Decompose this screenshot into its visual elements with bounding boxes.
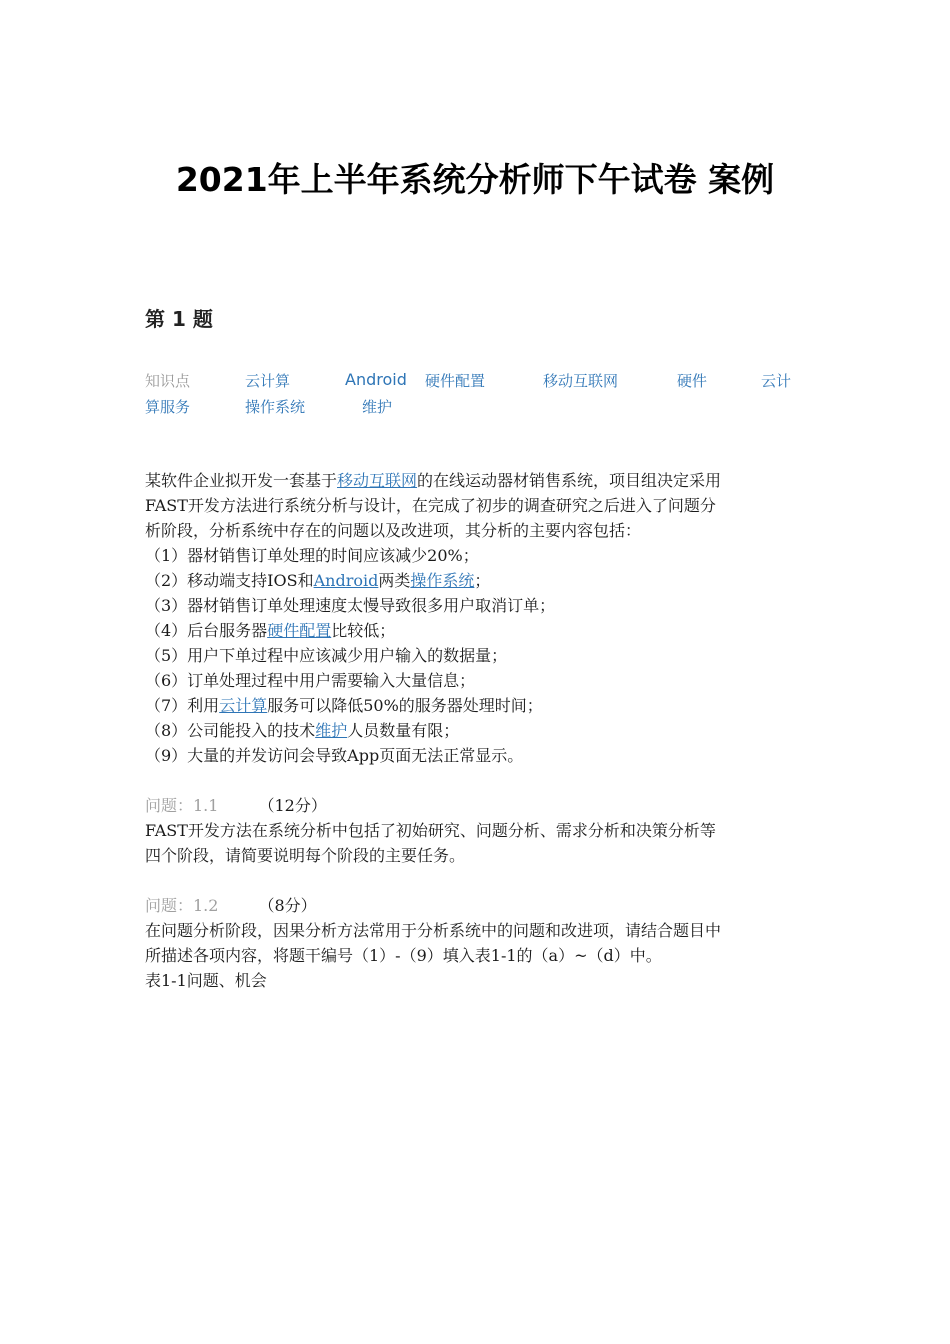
tag-android[interactable]: Android (345, 370, 407, 389)
link-android[interactable]: Android (313, 571, 379, 590)
subquestion-1-1 (145, 793, 810, 868)
subquestion-1-2 (145, 893, 810, 993)
question-stem (145, 468, 810, 768)
stem-line: 某软件企业拟开发一套基于移动互联网的在线运动器材销售系统，项目组决定采用 (145, 471, 722, 490)
list-item: （5）用户下单过程中应该减少用户输入的数据量； (145, 646, 508, 665)
list-item: （9）大量的并发访问会导致App页面无法正常显示。 (145, 746, 524, 765)
link-hardware[interactable]: 硬件 (267, 621, 300, 640)
score-badge: （12分） (258, 796, 327, 815)
subquestion-text: 所描述各项内容，将题干编号（1）-（9）填入表1-1的（a）~（d）中。 (145, 946, 662, 965)
subquestion-label: 问题：1.2 (145, 896, 219, 915)
subquestion-text: FAST开发方法在系统分析中包括了初始研究、问题分析、需求分析和决策分析等 (145, 821, 716, 840)
tag-cloud-service-part2[interactable]: 算服务 (145, 398, 191, 416)
score-badge: （8分） (258, 896, 317, 915)
tag-cloud-service-part1[interactable]: 云计 (761, 372, 792, 390)
list-item: （8）公司能投入的技术维护人员数量有限； (145, 721, 460, 740)
list-item: （1）器材销售订单处理的时间应该减少20%； (145, 546, 479, 565)
tag-mobile-internet[interactable]: 移动互联网 (543, 372, 619, 390)
knowledge-label: 知识点 (145, 372, 191, 390)
list-item: （7）利用云计算服务可以降低50%的服务器处理时间； (145, 696, 543, 715)
question-heading: 第 1 题 (145, 307, 213, 331)
tag-hardware[interactable]: 硬件 (677, 372, 708, 390)
stem-line: FAST开发方法进行系统分析与设计，在完成了初步的调查研究之后进入了问题分 (145, 496, 716, 515)
link-cloud-computing[interactable]: 云计算 (219, 696, 268, 715)
link-mobile-internet[interactable]: 移动互联网 (337, 471, 418, 490)
list-item: （2）移动端支持IOS和Android两类操作系统； (145, 571, 491, 590)
tag-cloud-computing[interactable]: 云计算 (245, 372, 291, 390)
stem-line: 析阶段，分析系统中存在的问题以及改进项，其分析的主要内容包括： (145, 521, 642, 540)
tag-maintenance[interactable]: 维护 (362, 398, 393, 416)
tag-operating-system[interactable]: 操作系统 (245, 398, 306, 416)
list-item: （4）后台服务器硬件配置比较低； (145, 621, 396, 640)
page-title: 2021年上半年系统分析师下午试卷 案例 (175, 160, 775, 199)
tag-hardware-config[interactable]: 硬件配置 (425, 372, 486, 390)
subquestion-label: 问题：1.1 (145, 796, 219, 815)
subquestion-text: 四个阶段，请简要说明每个阶段的主要任务。 (145, 846, 466, 865)
link-operating-system[interactable]: 操作系统 (410, 571, 475, 590)
link-maintenance[interactable]: 维护 (315, 721, 348, 740)
link-config[interactable]: 配置 (299, 621, 332, 640)
list-item: （3）器材销售订单处理速度太慢导致很多用户取消订单； (145, 596, 556, 615)
table-caption: 表1-1问题、机会 (145, 971, 267, 990)
subquestion-text: 在问题分析阶段，因果分析方法常用于分析系统中的问题和改进项，请结合题目中 (145, 921, 722, 940)
list-item: （6）订单处理过程中用户需要输入大量信息； (145, 671, 476, 690)
